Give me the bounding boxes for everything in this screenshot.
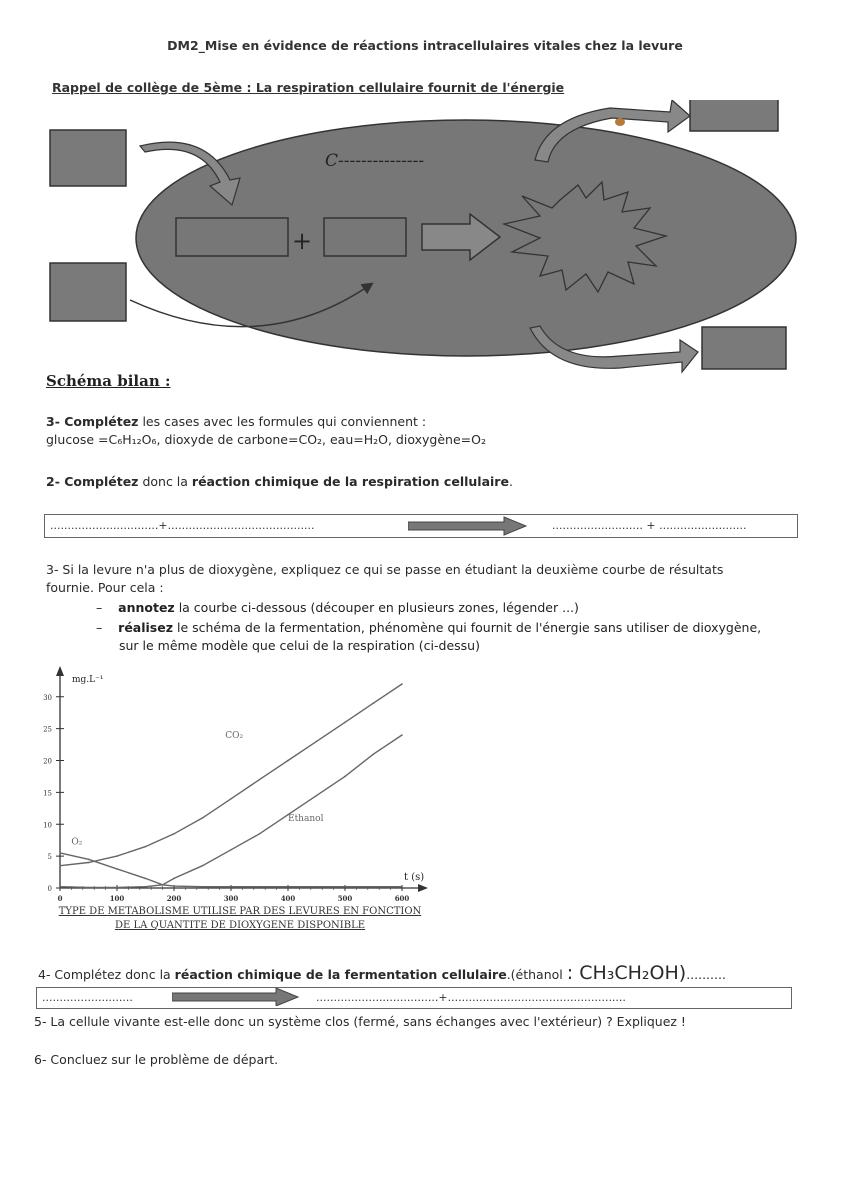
x-tick-label: 0 (57, 894, 63, 903)
x-axis-label: t (s) (404, 872, 425, 883)
series-point-0 (116, 855, 118, 857)
series-point-0 (401, 683, 403, 685)
series-line-1 (60, 735, 402, 887)
series-point-2 (202, 886, 204, 888)
bullet-realisez-text: le schéma de la fermentation, phénomène qui fournit de l'énergie sans utiliser de dioxygène, (173, 620, 762, 635)
series-point-1 (88, 887, 90, 889)
y-tick-label: 0 (47, 885, 52, 893)
fermentation-products-dots: ...................................+................................................... (316, 991, 626, 1004)
ink-mark (615, 118, 625, 126)
question-4 (38, 962, 726, 984)
question-2-end: . (508, 474, 513, 489)
x-tick-label: 100 (109, 894, 125, 903)
formulas-list: glucose =C₆H₁₂O₆, dioxyde de carbone=CO₂, eau=H₂O, dioxygène=O₂ (46, 432, 486, 447)
bullet-annotez-bold: annotez (118, 600, 175, 615)
ethanol-formula: CH₃CH₂OH) (579, 962, 687, 984)
plus-sign: + (292, 227, 313, 255)
question-4-trail: .......... (686, 967, 726, 982)
chart-axes (43, 666, 428, 903)
y-tick-label: 25 (43, 725, 52, 734)
series-point-1 (230, 849, 232, 851)
document-title: DM2_Mise en évidence de réactions intracellulaires vitales chez la levure (167, 38, 683, 53)
series-point-2 (173, 885, 175, 887)
series-point-1 (373, 753, 375, 755)
series-point-0 (344, 721, 346, 723)
chart-lines (59, 683, 403, 888)
series-label-1: Ethanol (288, 814, 324, 825)
respiration-equation-arrow (408, 516, 528, 536)
y-axis-arrow (56, 666, 64, 676)
series-point-2 (88, 859, 90, 861)
respiration-products-dots: .......................... + ......................... (552, 519, 747, 532)
series-point-1 (344, 776, 346, 778)
series-point-2 (401, 886, 403, 888)
series-point-2 (59, 852, 61, 854)
y-tick-label: 30 (43, 693, 52, 702)
series-point-0 (88, 862, 90, 864)
fermentation-equation-arrow (172, 988, 300, 1006)
series-point-0 (145, 846, 147, 848)
y-tick-label: 5 (47, 853, 52, 862)
metabolism-chart (30, 660, 490, 920)
bullet-annotez-text: la courbe ci-dessous (découper en plusieurs zones, légender ...) (174, 600, 579, 615)
series-point-1 (116, 887, 118, 889)
series-point-1 (173, 878, 175, 880)
series-point-2 (287, 886, 289, 888)
series-point-2 (344, 886, 346, 888)
y-tick-label: 20 (43, 757, 52, 766)
output-box-bottom[interactable] (702, 327, 786, 369)
series-point-1 (145, 886, 147, 888)
x-tick-label: 400 (280, 894, 296, 903)
series-point-2 (259, 886, 261, 888)
series-point-2 (316, 886, 318, 888)
question-2-bold: réaction chimique de la respiration cellulaire (191, 474, 509, 489)
series-point-0 (173, 833, 175, 835)
series-point-1 (59, 886, 61, 888)
x-tick-label: 500 (337, 894, 353, 903)
y-tick-label: 10 (43, 821, 52, 830)
series-point-2 (145, 878, 147, 880)
x-tick-label: 300 (223, 894, 239, 903)
question-3b-line2: fournie. Pour cela : (46, 580, 164, 595)
series-point-2 (230, 886, 232, 888)
input-box-top[interactable] (50, 130, 126, 186)
chart-caption-line2: DE LA QUANTITE DE DIOXYGENE DISPONIBLE (114, 920, 366, 931)
series-point-0 (259, 779, 261, 781)
series-point-0 (316, 741, 318, 743)
reactant-box-1[interactable] (176, 218, 288, 256)
respiration-reactants-dots: ...............................+.......................................... (50, 519, 315, 532)
bullet-realisez-line2: sur le même modèle que celui de la respiration (ci-dessu) (119, 638, 480, 653)
question-2-mid: donc la (138, 474, 192, 489)
series-point-1 (401, 734, 403, 736)
bullet-dash: – (96, 600, 103, 615)
bullet-realisez-bold: réalisez (118, 620, 173, 635)
series-label-0: CO₂ (225, 731, 244, 742)
x-axis-arrow (418, 884, 428, 892)
question-3b-line1: 3- Si la levure n'a plus de dioxygène, expliquez ce qui se passe en étudiant la deuxième courbe de résultats (46, 562, 724, 577)
series-point-0 (59, 865, 61, 867)
series-point-2 (373, 886, 375, 888)
question-5: 5- La cellule vivante est-elle donc un système clos (fermé, sans échanges avec l'extérieur) ? Expliquez ! (34, 1014, 686, 1029)
series-point-0 (230, 798, 232, 800)
output-box-top[interactable] (690, 100, 778, 131)
series-point-1 (202, 865, 204, 867)
question-4-lead: 4- Complétez donc la (38, 967, 175, 982)
respiration-diagram (0, 100, 850, 380)
bullet-realisez (96, 620, 761, 635)
input-box-bottom[interactable] (50, 263, 126, 321)
series-point-1 (316, 795, 318, 797)
question-4-colon: : (566, 962, 580, 984)
bullet-annotez (96, 600, 579, 615)
carbon-label: C--------------- (325, 151, 425, 171)
question-6: 6- Concluez sur le problème de départ. (34, 1052, 279, 1067)
question-3a-text: les cases avec les formules qui conviennent : (138, 414, 427, 429)
series-point-2 (162, 884, 164, 886)
question-2 (46, 474, 513, 489)
series-point-0 (373, 702, 375, 704)
series-point-1 (259, 833, 261, 835)
fermentation-reactants-dots: .......................... (42, 991, 133, 1004)
chart-labels (71, 675, 424, 883)
question-3a-lead: 3- Complétez (46, 414, 139, 429)
question-4-bold: réaction chimique de la fermentation cellulaire (174, 967, 507, 982)
bullet-dash: – (96, 620, 103, 635)
reactant-box-2[interactable] (324, 218, 406, 256)
schema-bilan-heading: Schéma bilan : (46, 372, 171, 390)
question-4-tail: .(éthanol (506, 967, 567, 982)
question-2-lead: 2- Complétez (46, 474, 139, 489)
y-axis-label: mg.L⁻¹ (72, 675, 104, 685)
chart-caption-line1: TYPE DE METABOLISME UTILISE PAR DES LEVURES EN FONCTION (58, 906, 422, 917)
series-point-2 (116, 868, 118, 870)
rappel-heading: Rappel de collège de 5ème : La respiration cellulaire fournit de l'énergie (52, 80, 565, 95)
series-point-0 (287, 760, 289, 762)
x-tick-label: 600 (394, 894, 410, 903)
series-line-0 (60, 684, 402, 866)
x-tick-label: 200 (166, 894, 182, 903)
series-label-2: O₂ (71, 837, 83, 848)
y-tick-label: 15 (43, 789, 52, 798)
question-3a (46, 414, 426, 429)
series-point-0 (202, 817, 204, 819)
